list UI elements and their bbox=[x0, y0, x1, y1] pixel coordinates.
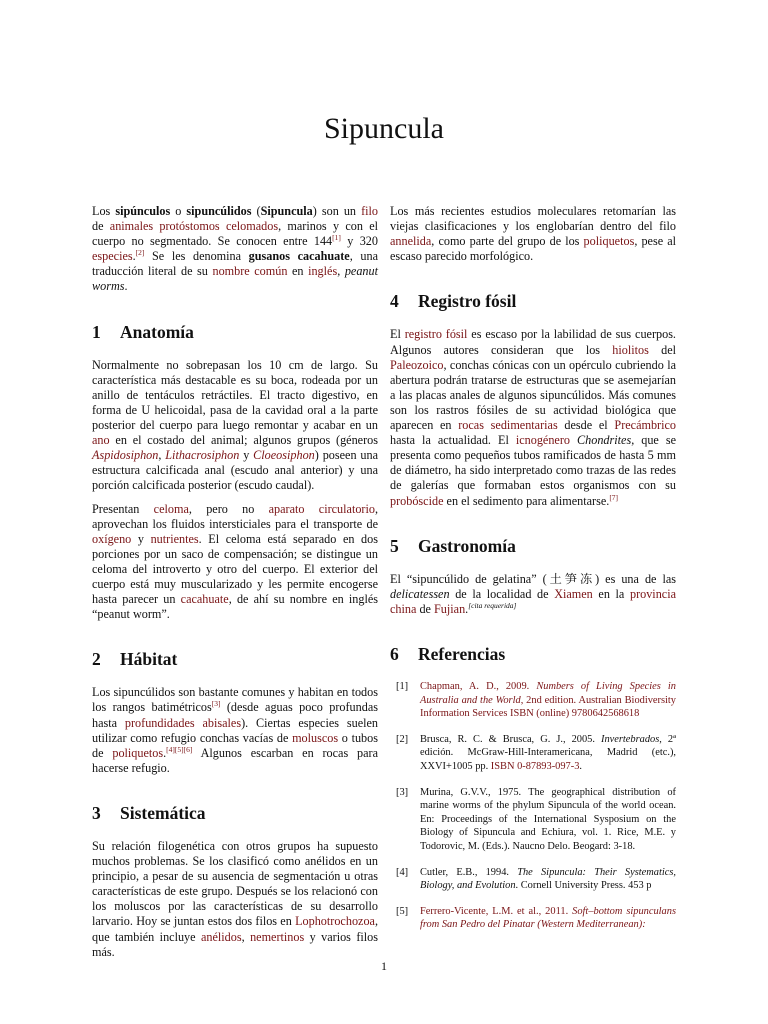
citation-needed[interactable]: [cita requerida] bbox=[468, 600, 517, 610]
link-celoma[interactable]: celoma bbox=[153, 501, 189, 516]
reference-item: [1] Chapman, A. D., 2009. Numbers of Living Species in Australia and the World, 2nd edition. Australian Biodiversity Information Services ISBN (online) 9780642568618 bbox=[396, 681, 676, 720]
citation-7[interactable]: [7] bbox=[609, 492, 619, 502]
citation-1[interactable]: [1] bbox=[332, 233, 341, 243]
link-especies[interactable]: especies bbox=[92, 249, 133, 264]
right-column bbox=[390, 204, 676, 944]
isbn-link[interactable]: ISBN 0-87893-097-3 bbox=[490, 761, 580, 773]
link-filo[interactable]: filo bbox=[361, 204, 379, 218]
link-lophotrochozoa[interactable]: Lophotrochozoa bbox=[295, 914, 375, 929]
sistematica-paragraph-2: Los más recientes estudios moleculares retomarían las viejas clasificaciones y los englobarían dentro del filo annelida, como parte del grupo de los poliquetos, pese al escaso parecido morfológico. bbox=[390, 204, 677, 264]
section-heading-sistematica: 3 Sistemática bbox=[92, 802, 206, 823]
page-title: Sipuncula bbox=[324, 112, 444, 145]
link-fujian[interactable]: Fujian bbox=[434, 601, 466, 616]
link-moluscos[interactable]: moluscos bbox=[292, 730, 339, 745]
citation-2[interactable]: [2] bbox=[135, 248, 145, 258]
link-ingles[interactable]: inglés bbox=[308, 264, 338, 279]
link-oxigeno[interactable]: oxígeno bbox=[92, 531, 132, 546]
section-heading-registro-fosil: 4 Registro fósil bbox=[390, 291, 517, 312]
anatomia-paragraph-1: Normalmente no sobrepasan los 10 cm de largo. Su característica más destacable es su boca, rodeada por un anillo de tentáculos retráctiles. El tracto digestivo, en forma de U helicoidal, pasa de la cavidad oral a la parte posterior del cuerpo para luego remontar y acabar en un ano en el costado del animal; algunos grupos (géneros Aspidosiphon, Lithacrosiphon y Cloeosiphon) poseen una estructura calcificada anal (escudo anal anterior) y una porción calcificada posterior (escudo caudal). bbox=[92, 357, 379, 493]
link-china[interactable]: china bbox=[390, 601, 417, 616]
reference-item: [4] Cutler, E.B., 1994. The Sipuncula: Their Systematics, Biology, and Evolution. Cornell University Press. 453 p bbox=[396, 866, 676, 892]
link-annelida[interactable]: annelida bbox=[390, 234, 432, 249]
citation-3[interactable]: [3] bbox=[211, 699, 221, 709]
link-icnogenero[interactable]: icnogénero bbox=[515, 433, 570, 448]
link-paleozoico[interactable]: Paleozoico bbox=[390, 357, 444, 372]
link-nombre-comun[interactable]: nombre común bbox=[212, 264, 288, 279]
link-provincia[interactable]: provincia bbox=[629, 586, 676, 601]
habitat-paragraph: Los sipuncúlidos son bastante comunes y habitan en todos los rangos batimétricos[3] (desde aguas poco profundas hasta profundidades abisales). Ciertas especies suelen utilizar como refugio conchas vacías de moluscos o tubos de poliquetos.[4][5][6] Algunos escarban en rocas para hacerse refugio. bbox=[92, 685, 378, 775]
link-animales[interactable]: animales bbox=[109, 219, 154, 234]
intro-paragraph: Los sipúnculos o sipuncúlidos (Sipuncula) son un filo de animales protóstomos celomados, marinos y con el cuerpo no segmentado. Se conocen entre 144[1] y 320 especies.[2] Se les denomina gusanos cacahuate, una traducción literal de su nombre común en inglés, peanut worms. bbox=[92, 204, 379, 294]
link-celomados[interactable]: celomados bbox=[225, 219, 279, 234]
page-number: 1 bbox=[381, 959, 387, 973]
link-rocas-sedimentarias[interactable]: rocas sedimentarias bbox=[458, 418, 558, 433]
reference-item: [5] Ferrero-Vicente, L.M. et al., 2011. Soft–bottom sipunculans from San Pedro del Pinatar (Western Mediterranean): bbox=[396, 905, 676, 931]
link-profundidades-abisales[interactable]: profundidades abisales bbox=[124, 715, 242, 730]
link-anelidos[interactable]: anélidos bbox=[200, 929, 242, 944]
link-poliquetos[interactable]: poliquetos bbox=[112, 745, 164, 760]
section-heading-referencias: 6 Referencias bbox=[390, 643, 506, 664]
link-registro-fosil[interactable]: registro fósil bbox=[404, 327, 468, 342]
link-hiolitos[interactable]: hiolitos bbox=[612, 342, 649, 357]
reference-link-1[interactable]: Chapman, A. D., 2009. Numbers of Living Species in Australia and the World, 2nd edition. Australian Biodiversity Information Services ISBN (online) 9780642568618 bbox=[420, 681, 676, 720]
reference-item: [3] Murina, G.V.V., 1975. The geographical distribution of marine worms of the phylum Sipuncula of the world ocean. En: Proceedings of the International Sysposium on the Biology of Sipuncula and Echiura, vol. 1. Rice, M.E. y Todorovic, M. (Eds.). Naucno Delo. Beogard: 3-18. bbox=[396, 786, 676, 852]
link-precambrico[interactable]: Precámbrico bbox=[614, 418, 677, 433]
section-heading-gastronomia: 5 Gastronomía bbox=[390, 535, 516, 556]
link-poliquetos-2[interactable]: poliquetos bbox=[583, 234, 635, 249]
link-ano[interactable]: ano bbox=[92, 433, 110, 448]
link-proboscide[interactable]: probóscide bbox=[390, 493, 444, 508]
link-cacahuate[interactable]: cacahuate bbox=[180, 592, 229, 607]
link-nemertinos[interactable]: nemertinos bbox=[250, 929, 305, 944]
references-list bbox=[390, 680, 676, 932]
anatomia-paragraph-2: Presentan celoma, pero no aparato circulatorio, aprovechan los fluidos intersticiales para el transporte de oxígeno y nutrientes. El celoma está separado en dos porciones por un saco de compensación; se distingue un celoma del introverto y otro del cuerpo. El exterior del cuerpo está muy muscularizado y les permite encogerse hasta parecer un cacahuate, de ahí su nombre en inglés “peanut worm”. bbox=[92, 501, 379, 622]
link-nutrientes[interactable]: nutrientes bbox=[150, 531, 199, 546]
link-protostomos[interactable]: protóstomos bbox=[159, 219, 220, 234]
reference-link-5[interactable]: Ferrero-Vicente, L.M. et al., 2011. Soft–bottom sipunculans from San Pedro del Pinatar (Western Mediterranean): bbox=[420, 905, 676, 931]
section-heading-habitat: 2 Hábitat bbox=[92, 649, 178, 670]
reference-item: [2] Brusca, R. C. & Brusca, G. J., 2005. Invertebrados, 2ª edición. McGraw-Hill-Interamericana, Madrid (etc.), XXVI+1005 pp. ISBN 0-87893-097-3. bbox=[396, 733, 676, 773]
link-xiamen[interactable]: Xiamen bbox=[554, 586, 593, 601]
gastronomia-paragraph: El “sipuncúlido de gelatina” (土笋冻) es una de las delicatessen de la localidad de Xiamen en la provincia china de Fujian.[cita requerida] bbox=[390, 571, 676, 616]
registro-fosil-paragraph: El registro fósil es escaso por la labilidad de sus cuerpos. Algunos autores consideran que los hiolitos del Paleozoico, conchas cónicas con un opérculo cubriendo la abertura podrán tratarse de estructuras que se asemejarían a las placas anales de algunos sipuncúlidos. Más comunes son los rastros fósiles de su actividad biológica que aparecen en rocas sedimentarias desde el Precámbrico hasta la actualidad. El icnogénero Chondrites, que se presenta como pequeños tubos ramificados de hasta 5 mm de diámetro, ha sido interpretado como trazas de las redes de galerías que formaban estos organismos con su probóscide en el sedimento para alimentarse.[7] bbox=[390, 327, 677, 508]
left-column bbox=[92, 204, 378, 968]
section-heading-anatomia: 1 Anatomía bbox=[92, 321, 194, 342]
link-aparato-circulatorio[interactable]: aparato circulatorio bbox=[268, 501, 375, 516]
cjk-dish-name: 土笋冻 bbox=[546, 571, 596, 586]
citation-4-5-6[interactable]: [4][5][6] bbox=[166, 744, 193, 754]
sistematica-paragraph-1: Su relación filogenética con otros grupos ha supuesto muchos problemas. Se los clasificó como anélidos en un principio, a pesar de su ausencia de segmentación u otras características de este grupo. Después se los relacionó con los moluscos por las características de su desarrollo larvario. Hoy se juntan estos dos filos en Lophotrochozoa, que también incluye anélidos, nemertinos y varios filos más. bbox=[92, 839, 379, 959]
